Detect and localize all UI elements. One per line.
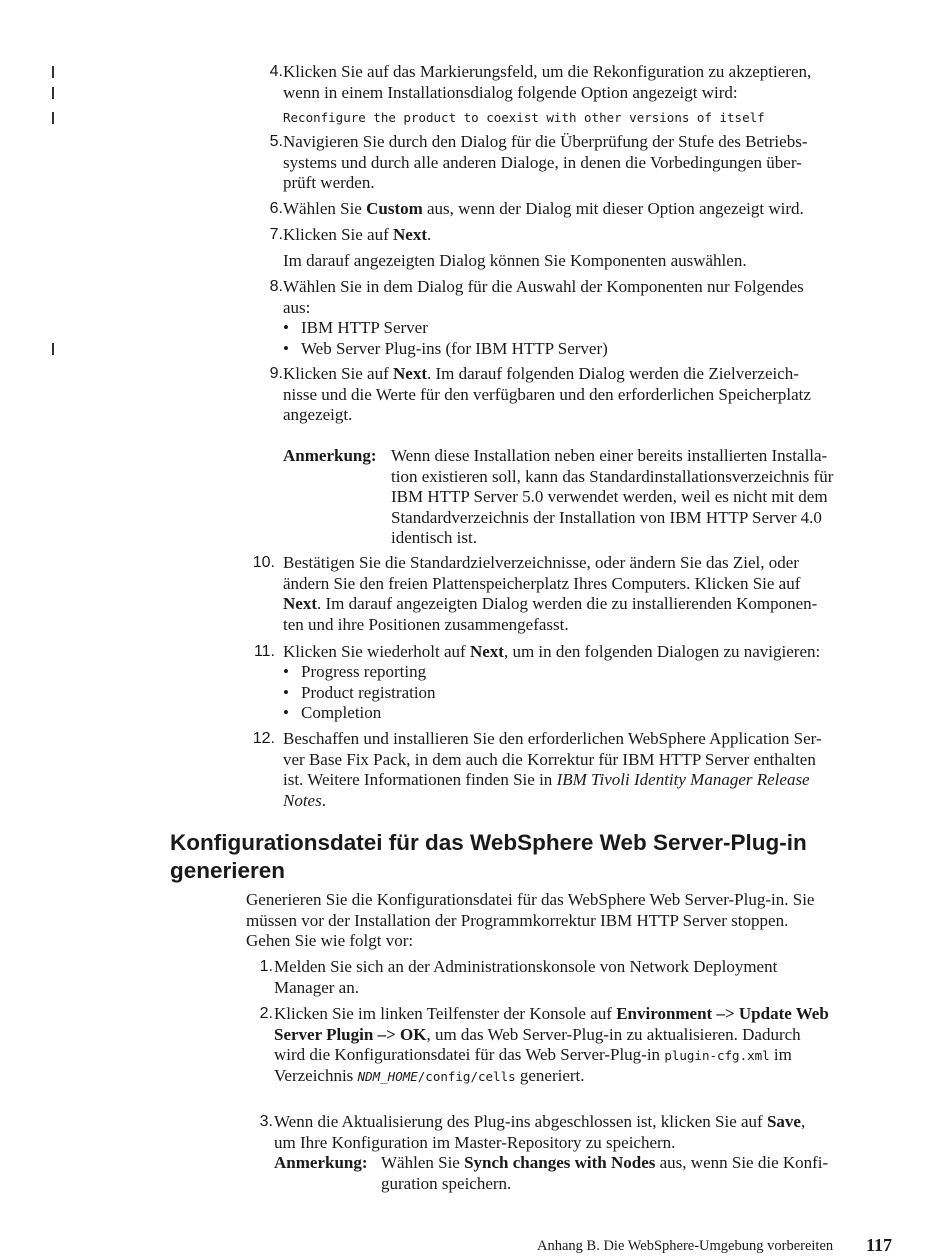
step-number: 12.	[252, 730, 275, 747]
text-run: , um in den folgenden Dialogen zu navigieren:	[503, 642, 821, 661]
text-run: aus:	[283, 297, 311, 317]
step-number: 6.	[269, 200, 283, 217]
bullet-item: Progress reporting	[301, 662, 427, 681]
bold-term: Synch changes with Nodes	[464, 1153, 656, 1172]
step-number: 4.	[269, 63, 283, 80]
code-fragment: NDM_HOME	[357, 1068, 418, 1084]
step-number: 9.	[269, 365, 283, 382]
step-text-line	[274, 1133, 675, 1154]
change-bar	[52, 87, 54, 99]
text-run: . Im darauf angezeigten Dialog werden die zu installierenden Komponen-	[316, 594, 818, 614]
code-option-text: Reconfigure the product to coexist with other versions of itself	[283, 110, 765, 125]
step-text-line	[274, 1025, 801, 1046]
text-run: Klicken Sie im linken Teilfenster der Konsole auf	[274, 1004, 617, 1023]
step-number: 2.	[259, 1005, 273, 1022]
bullet-marker: •	[283, 318, 289, 337]
step-number: 10.	[252, 554, 275, 571]
change-bar	[52, 112, 54, 124]
text-run: im	[769, 1045, 792, 1065]
section-heading: generieren	[170, 858, 286, 883]
bold-term: Next	[469, 642, 504, 661]
text-run: ,	[800, 1112, 806, 1131]
step-number: 1.	[259, 958, 273, 975]
text-run: Wenn die Aktualisierung des Plug-ins abgeschlossen ist, klicken Sie auf	[274, 1112, 767, 1131]
text-run: Bestätigen Sie die Standardzielverzeichnisse, oder ändern Sie das Ziel, oder	[283, 553, 799, 572]
bullet-item: Product registration	[301, 682, 436, 702]
note-text-line	[381, 1153, 828, 1174]
text-run: Klicken Sie auf	[283, 364, 393, 383]
step-text-line	[274, 957, 777, 978]
text-run: ten und ihre Positionen zusammengefasst.	[283, 614, 569, 634]
step-text-line	[283, 553, 799, 574]
text-run: Wählen Sie	[283, 199, 367, 218]
note-label: Anmerkung:	[283, 446, 377, 465]
text-run: wird die Konfigurationsdatei für das Web Server-Plug-in	[274, 1045, 665, 1065]
text-run: Manager an.	[274, 977, 359, 997]
text-run: Wählen Sie in dem Dialog für die Auswahl der Komponenten nur Folgendes	[283, 277, 804, 296]
bold-term: Next	[393, 225, 427, 244]
step-text-line	[283, 642, 820, 663]
step-text-line	[274, 1004, 829, 1025]
text-run: um Ihre Konfiguration im Master-Repository zu speichern.	[274, 1132, 676, 1152]
step-text-line	[283, 574, 800, 595]
italic-term: IBM Tivoli Identity Manager Release	[556, 770, 810, 790]
step-text-line	[283, 132, 807, 153]
step-text-line	[274, 1045, 792, 1067]
step-text-line	[283, 385, 811, 406]
step-text-line	[283, 62, 811, 83]
step-text-line	[283, 199, 804, 220]
step-number: 5.	[269, 133, 283, 150]
bold-term: Save	[766, 1112, 801, 1131]
step-text-line	[283, 770, 810, 791]
intro-text-line: Gehen Sie wie folgt vor:	[246, 931, 414, 951]
bullet-marker: •	[283, 338, 289, 358]
step-text-line	[283, 225, 431, 246]
step-text-line	[283, 750, 816, 771]
step-text-line	[283, 405, 352, 426]
code-fragment: plugin-cfg.xml	[664, 1048, 770, 1064]
text-run: Beschaffen und installieren Sie den erforderlichen WebSphere Application Ser-	[283, 729, 822, 748]
step-text-line	[283, 83, 738, 104]
step-text-line	[274, 978, 359, 999]
step-text-line	[274, 1066, 585, 1088]
step-text-line	[283, 277, 804, 298]
step-text-line	[283, 173, 375, 194]
step-text-line	[283, 791, 326, 812]
bold-term: Server Plugin –> OK	[274, 1024, 427, 1044]
intro-text-line: müssen vor der Installation der Programmkorrektur IBM HTTP Server stoppen.	[246, 910, 789, 930]
text-run: systems und durch alle anderen Dialoge, in denen die Vorbedingungen über-	[283, 152, 802, 172]
note-text-line: identisch ist.	[391, 528, 477, 548]
text-run: .	[321, 790, 326, 810]
text-run: aus, wenn der Dialog mit dieser Option angezeigt wird.	[422, 199, 804, 218]
step-text-line	[283, 298, 310, 319]
text-run: Klicken Sie auf	[283, 225, 393, 244]
change-bar	[52, 343, 54, 355]
bold-term: Next	[393, 364, 427, 383]
text-run: nisse und die Werte für den verfügbaren und den erforderlichen Speicherplatz	[283, 384, 811, 404]
text-run: ver Base Fix Pack, in dem auch die Korrektur für IBM HTTP Server enthalten	[283, 749, 816, 769]
page-number: 117	[866, 1235, 893, 1255]
text-run: Navigieren Sie durch den Dialog für die Überprüfung der Stufe des Betriebs-	[283, 132, 808, 151]
text-run: aus, wenn Sie die Konfi-	[655, 1153, 829, 1172]
text-run: guration speichern.	[381, 1173, 512, 1193]
step-text-line	[283, 364, 799, 385]
step-text-line	[274, 1112, 805, 1133]
note-text-line: tion existieren soll, kann das Standardinstallationsverzeichnis für	[391, 466, 834, 486]
step-number: 7.	[269, 226, 283, 243]
text-run: ändern Sie den freien Plattenspeicherplatz Ihres Computers. Klicken Sie auf	[283, 573, 801, 593]
text-run: , um das Web Server-Plug-in zu aktualisieren. Dadurch	[426, 1024, 801, 1044]
step-text-line	[283, 594, 817, 615]
text-run: Melden Sie sich an der Administrationskonsole von Network Deployment	[274, 957, 778, 976]
note-text-line	[381, 1174, 511, 1195]
bold-term: Next	[283, 594, 317, 614]
bullet-item: IBM HTTP Server	[301, 318, 428, 337]
bold-term: Custom	[366, 199, 423, 218]
intro-text-line: Generieren Sie die Konfigurationsdatei für das WebSphere Web Server-Plug-in. Sie	[246, 890, 815, 909]
italic-term: Notes	[283, 790, 322, 810]
step-number: 3.	[259, 1113, 273, 1130]
note-text-line: IBM HTTP Server 5.0 verwendet werden, weil es nicht mit dem	[391, 487, 828, 507]
note-text-line: Wenn diese Installation neben einer bereits installierten Installa-	[391, 446, 828, 465]
text-run: Klicken Sie wiederholt auf	[283, 642, 470, 661]
step-result-text: Im darauf angezeigten Dialog können Sie Komponenten auswählen.	[283, 251, 747, 270]
step-text-line	[283, 729, 822, 750]
section-heading: Konfigurationsdatei für das WebSphere Web Server-Plug-in	[170, 830, 807, 855]
text-run: Verzeichnis	[274, 1065, 358, 1085]
text-run: .	[426, 225, 432, 244]
bold-term: Environment –> Update Web	[616, 1004, 829, 1023]
note-label: Anmerkung:	[274, 1153, 368, 1172]
text-run: wenn in einem Installationsdialog folgende Option angezeigt wird:	[283, 82, 738, 102]
bullet-marker: •	[283, 662, 289, 681]
text-run: . Im darauf folgenden Dialog werden die Zielverzeich-	[426, 364, 799, 383]
text-run: angezeigt.	[283, 405, 353, 425]
code-fragment: /config/cells	[417, 1068, 516, 1084]
note-text-line: Standardverzeichnis der Installation von IBM HTTP Server 4.0	[391, 507, 822, 527]
text-run: Klicken Sie auf das Markierungsfeld, um die Rekonfiguration zu akzeptieren,	[283, 62, 812, 81]
text-run: ist. Weitere Informationen finden Sie in	[283, 770, 557, 790]
change-bar	[52, 66, 54, 78]
bullet-item: Completion	[301, 703, 382, 723]
text-run: generiert.	[515, 1065, 585, 1085]
step-number: 11.	[253, 643, 275, 660]
step-text-line	[283, 615, 569, 636]
text-run: prüft werden.	[283, 173, 375, 193]
bullet-marker: •	[283, 703, 289, 723]
bullet-marker: •	[283, 682, 289, 702]
step-text-line	[283, 153, 802, 174]
running-footer: Anhang B. Die WebSphere-Umgebung vorbereiten	[537, 1238, 834, 1254]
text-run: Wählen Sie	[381, 1153, 465, 1172]
bullet-item: Web Server Plug-ins (for IBM HTTP Server)	[301, 338, 608, 358]
step-number: 8.	[269, 278, 283, 295]
